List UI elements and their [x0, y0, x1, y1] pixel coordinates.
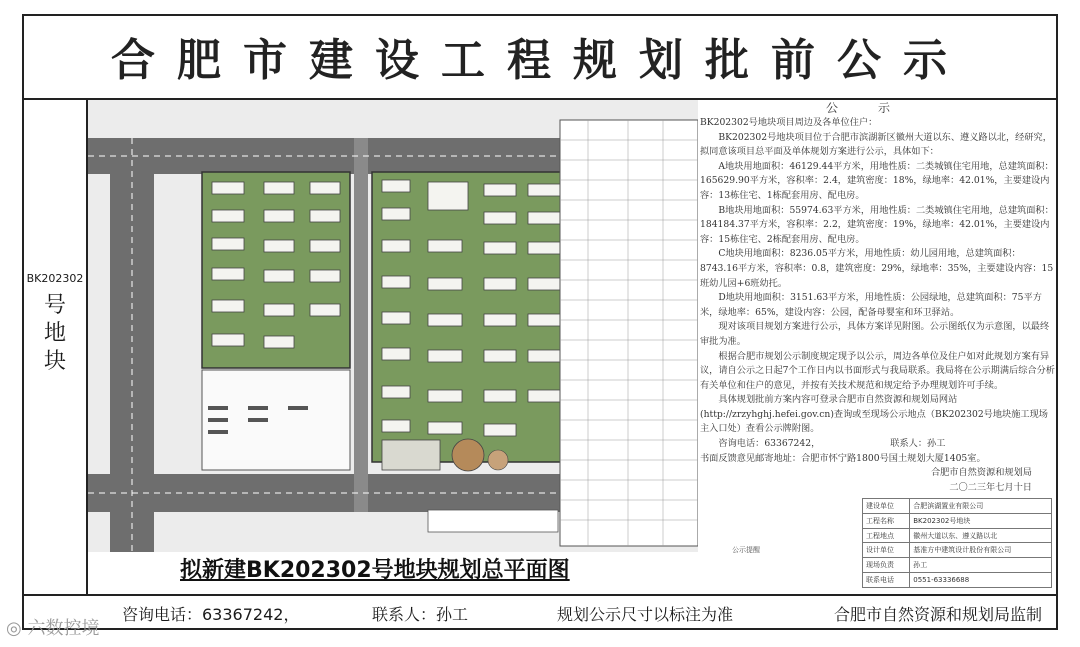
index-table: [560, 120, 698, 546]
info-value: 基准方中建筑设计股份有限公司: [910, 543, 1052, 558]
plot-char-1: 号: [43, 293, 66, 318]
site-plan-svg: [88, 100, 698, 552]
plan-caption: 拟新建BK202302号地块规划总平面图: [180, 558, 570, 583]
notice-contact: [700, 437, 1056, 452]
table-row: [863, 528, 1052, 543]
project-info-table: [862, 498, 1052, 588]
notice-paragraph: B地块用地面积：55974.63平方米，用地性质：二类城镇住宅用地，总建筑面积：184184.37平方米，容积率：2.2，建筑密度：19%，绿地率：42.01%，主要建设内容：15栋住宅、2栋配套用房、配电房。: [700, 204, 1054, 245]
info-key: 建设单位: [863, 499, 910, 514]
footer-contact: 联系人：孙工: [372, 605, 469, 624]
page-title: 合肥市建设工程规划批前公示: [111, 35, 969, 86]
notice-heading: 公示: [825, 101, 930, 115]
notice-signature: 合肥市自然资源和规划局: [930, 467, 1032, 479]
table-row: [863, 558, 1052, 573]
notice-contact-person: 联系人：孙工: [890, 438, 946, 450]
notice-paragraph: 根据合肥市规划公示制度规定现予以公示，周边各单位及住户如对此规划方案有异议，请自公示之日起7个工作日内以书面形式与我局联系。我局将在公示期满后综合分析有关单位和住户的意见，并按有关技术规范和规定给予办理规划许可手续。: [700, 350, 1055, 391]
table-row: [863, 543, 1052, 558]
plot-char-3: 块: [43, 349, 66, 374]
watermark-icon: ◎: [6, 618, 22, 639]
info-value: 徽州大道以东、遵义路以北: [910, 528, 1052, 543]
footer-note: 规划公示尺寸以标注为准: [557, 605, 734, 624]
parcel-d: [452, 439, 484, 471]
site-plan-drawing: [88, 100, 698, 552]
notice-paragraph: A地块用地面积：46129.44平方米，用地性质：二类城镇住宅用地，总建筑面积：165629.90平方米，容积率：2.4，建筑密度：18%，绿地率：42.01%，主要建设内容：13栋住宅、1栋配套用房、配电房。: [700, 160, 1054, 201]
notice-paragraph: BK202302号地块项目位于合肥市滨湖新区徽州大道以东、遵义路以北，经研究，拟同意该项目总平面及单体规划方案进行公示，具体如下：: [700, 131, 1052, 158]
parcel-c: [382, 440, 440, 470]
notice-paragraph: 现对该项目规划方案进行公示，具体方案详见附图。公示图纸仅为示意图，以最终审批为准。: [700, 321, 1050, 347]
footer-supervisor: 合肥市自然资源和规划局监制: [834, 605, 1043, 624]
plan-notice-label: 公示提醒: [732, 546, 760, 554]
side-plot-label: [22, 100, 88, 594]
info-key: 现场负责: [863, 558, 910, 573]
plot-code: BK202302: [26, 272, 84, 285]
info-value: 0551-63336688: [910, 573, 1052, 588]
road-middle: [354, 138, 368, 512]
watermark: [6, 614, 99, 640]
table-row: [863, 573, 1052, 588]
plot-char-2: 地: [43, 321, 66, 346]
info-value: 孙工: [910, 558, 1052, 573]
info-key: 联系电话: [863, 573, 910, 588]
footer-bar: [22, 594, 1058, 630]
footer-phone: 咨询电话：63367242，: [122, 605, 300, 624]
table-row: [863, 499, 1052, 514]
notice-mail-address: 书面反馈意见邮寄地址：合肥市怀宁路1800号国土规划大厦1405室。: [700, 452, 986, 464]
notice-contact-phone: 咨询电话：63367242，: [718, 438, 821, 450]
watermark-text: 六数控境: [27, 618, 100, 639]
notice-text: [700, 100, 1056, 496]
info-value: BK202302号地块: [910, 513, 1052, 528]
info-key: 工程地点: [863, 528, 910, 543]
notice-date: 二〇二三年七月十日: [949, 481, 1032, 493]
table-row: [863, 513, 1052, 528]
title-bar: [22, 14, 1058, 100]
notice-paragraph: 具体规划批前方案内容可登录合肥市自然资源和规划局网站(http://zrzyhghj.hefei.gov.cn)查询或至现场公示地点（BK202302号地块施工现场主入口处）查看公示牌附图。: [700, 394, 1048, 435]
notice-paragraph: C地块用地面积：8236.05平方米，用地性质：幼儿园用地，总建筑面积：8743.16平方米，容积率：0.8，建筑密度：29%，绿地率：35%，主要建设内容：15班幼儿园+6班幼托。: [700, 248, 1054, 289]
notice-greeting: BK202302号地块项目周边及各单位住户：: [700, 117, 878, 128]
info-key: 工程名称: [863, 513, 910, 528]
info-key: 设计单位: [863, 543, 910, 558]
road-west: [110, 138, 154, 552]
notice-paragraph: D地块用地面积：3151.63平方米，用地性质：公园绿地，总建筑面积：75平方米，绿地率：65%，建设内容：公园，配备母婴室和环卫驿站。: [700, 292, 1042, 318]
info-value: 合肥滨湖置业有限公司: [910, 499, 1052, 514]
